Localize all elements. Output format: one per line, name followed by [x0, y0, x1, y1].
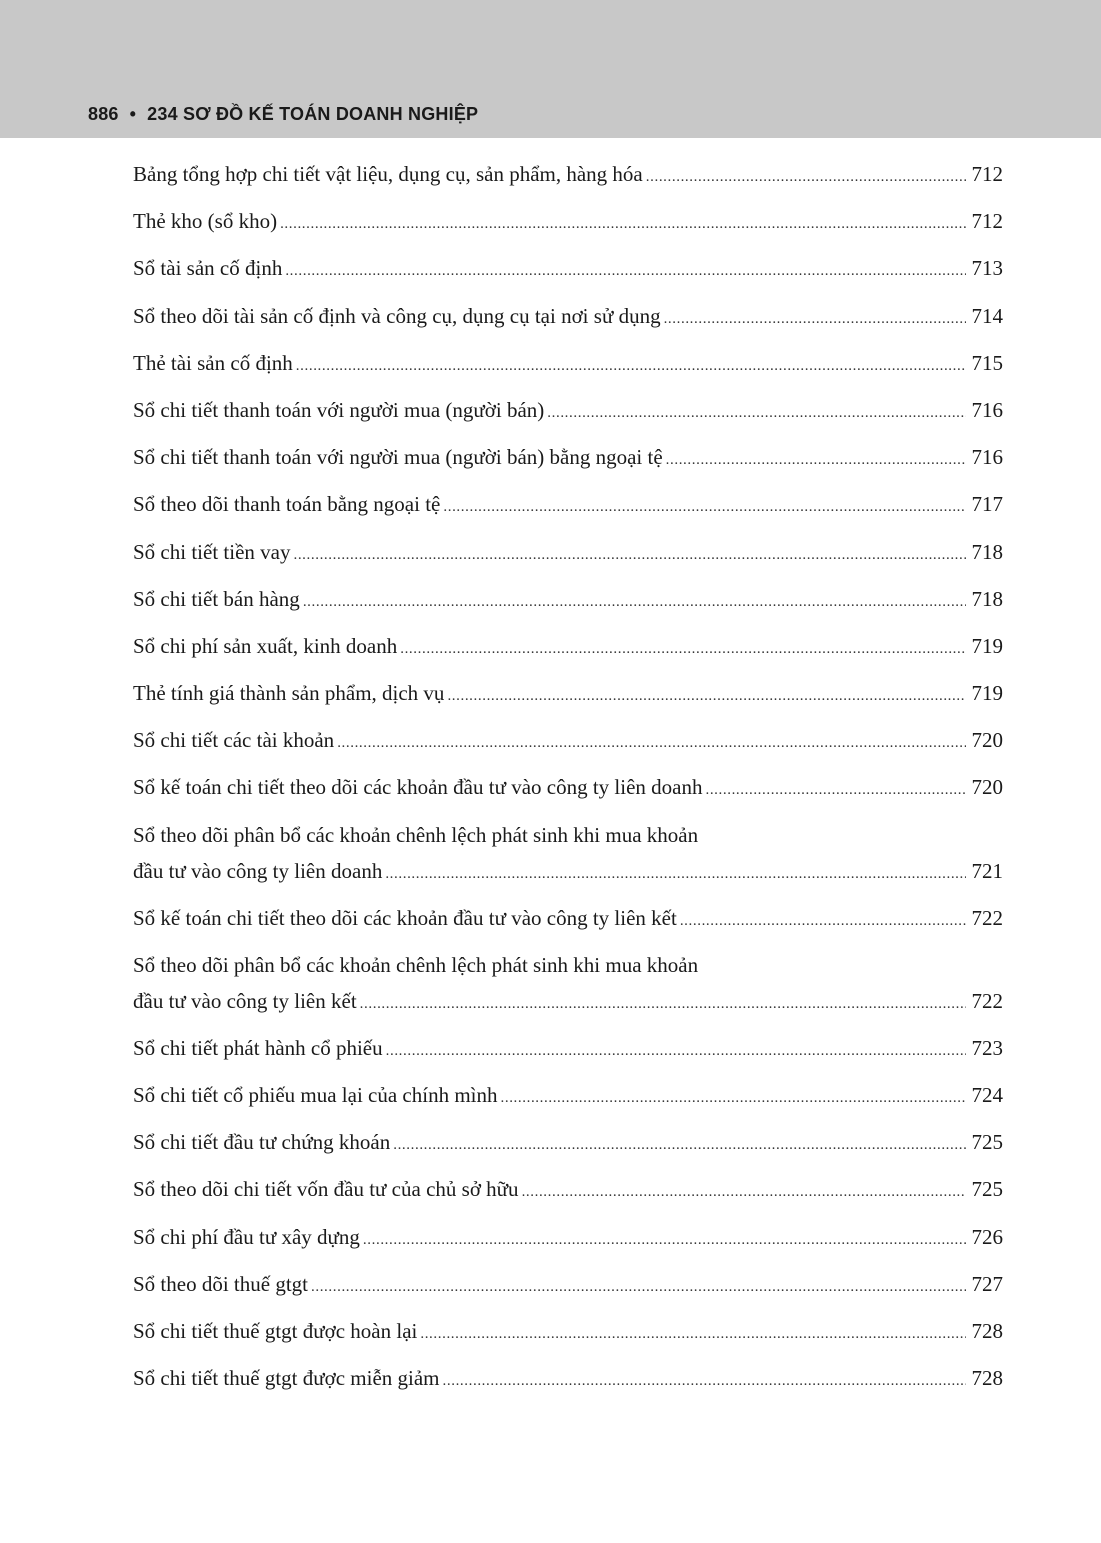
toc-entry-title: đầu tư vào công ty liên kết [133, 988, 357, 1013]
page-number: 886 [88, 104, 119, 124]
toc-entry[interactable] [133, 819, 1003, 902]
toc-entry-title: Sổ theo dõi thuế gtgt [133, 1271, 308, 1296]
toc-entry-row [133, 205, 1003, 240]
dot-leader [280, 208, 965, 240]
toc-entry-row [133, 724, 1003, 759]
dot-leader [447, 680, 965, 712]
toc-entry-row [133, 1126, 1003, 1161]
toc-entry-row [133, 300, 1003, 335]
toc-entry-title: Sổ chi tiết phát hành cổ phiếu [133, 1035, 383, 1060]
toc-entry-title-line1: Sổ theo dõi phân bổ các khoản chênh lệch phát sinh khi mua khoản [133, 952, 699, 977]
header-separator: • [129, 104, 137, 124]
toc-entry-row [133, 1173, 1003, 1208]
toc-entry[interactable] [133, 252, 1003, 299]
toc-entry-page-number: 720 [971, 775, 1003, 800]
toc-entry[interactable] [133, 1126, 1003, 1173]
toc-entry-row [133, 536, 1003, 571]
toc-entry-page-number: 714 [971, 303, 1003, 328]
toc-entry-title: Sổ chi tiết đầu tư chứng khoán [133, 1130, 391, 1155]
toc-entry-title: Sổ chi phí sản xuất, kinh doanh [133, 633, 398, 658]
dot-leader [296, 350, 966, 382]
toc-entry-page-number: 716 [971, 397, 1003, 422]
toc-entry-row [133, 252, 1003, 287]
toc-entry-row [133, 1032, 1003, 1067]
toc-entry-row [133, 1362, 1003, 1397]
toc-entry[interactable] [133, 583, 1003, 630]
toc-entry[interactable] [133, 1362, 1003, 1409]
toc-entry-row [133, 441, 1003, 476]
toc-entry-page-number: 723 [971, 1035, 1003, 1060]
toc-entry-title: Sổ chi phí đầu tư xây dựng [133, 1224, 360, 1249]
toc-entry-row [133, 677, 1003, 712]
toc-entry-row [133, 488, 1003, 523]
toc-entry[interactable] [133, 488, 1003, 535]
toc-entry[interactable] [133, 536, 1003, 583]
toc-entry[interactable] [133, 724, 1003, 771]
dot-leader [501, 1082, 966, 1114]
toc-entry-row [133, 902, 1003, 937]
toc-entry-page-number: 728 [971, 1366, 1003, 1391]
toc-entry[interactable] [133, 1221, 1003, 1268]
toc-entry-title: Sổ chi tiết thanh toán với người mua (người bán) bằng ngoại tệ [133, 445, 663, 470]
toc-entry[interactable] [133, 949, 1003, 1032]
toc-entry-title: Sổ kế toán chi tiết theo dõi các khoản đầu tư vào công ty liên doanh [133, 775, 703, 800]
toc-entry-title: Sổ chi tiết các tài khoản [133, 728, 335, 753]
toc-entry[interactable] [133, 677, 1003, 724]
dot-leader [522, 1176, 966, 1208]
dot-leader [664, 303, 966, 335]
toc-entry-row [133, 347, 1003, 382]
dot-leader [285, 255, 965, 287]
toc-entry-row [133, 985, 1003, 1020]
toc-entry-page-number: 717 [971, 492, 1003, 517]
toc-entry-page-number: 720 [971, 728, 1003, 753]
toc-entry-row [133, 1079, 1003, 1114]
toc-entry[interactable] [133, 1173, 1003, 1220]
toc-entry-page-number: 728 [971, 1318, 1003, 1343]
dot-leader [303, 586, 966, 618]
toc-entry-title: Bảng tổng hợp chi tiết vật liệu, dụng cụ, sản phẩm, hàng hóa [133, 162, 643, 186]
toc-entry-row [133, 1315, 1003, 1350]
toc-entry-page-number: 721 [971, 858, 1003, 883]
toc-entry-page-number: 712 [971, 209, 1003, 234]
toc-entry-title: Sổ theo dõi chi tiết vốn đầu tư của chủ sở hữu [133, 1177, 519, 1202]
toc-entry-title: Thẻ tài sản cố định [133, 350, 293, 375]
toc-entry-page-number: 718 [971, 539, 1003, 564]
toc-entry[interactable] [133, 902, 1003, 949]
toc-entry[interactable] [133, 205, 1003, 252]
toc-entry-title: Sổ kế toán chi tiết theo dõi các khoản đầu tư vào công ty liên kết [133, 905, 677, 930]
toc-entry-page-number: 727 [971, 1271, 1003, 1296]
toc-entry-title: Sổ chi tiết cổ phiếu mua lại của chính mình [133, 1083, 498, 1107]
toc-entry-page-number: 725 [971, 1177, 1003, 1202]
toc-entry-title-line1: Sổ theo dõi phân bổ các khoản chênh lệch phát sinh khi mua khoản [133, 822, 699, 847]
table-of-contents [133, 158, 1003, 1409]
toc-entry-page-number: 725 [971, 1130, 1003, 1155]
toc-entry[interactable] [133, 394, 1003, 441]
toc-entry-page-number: 722 [971, 905, 1003, 930]
toc-entry[interactable] [133, 441, 1003, 488]
dot-leader [646, 161, 966, 193]
toc-entry-row [133, 630, 1003, 665]
toc-entry-title: Sổ chi tiết tiền vay [133, 539, 291, 564]
toc-entry-title: Sổ theo dõi tài sản cố định và công cụ, dụng cụ tại nơi sử dụng [133, 303, 661, 328]
dot-leader [386, 1035, 966, 1067]
dot-leader [666, 444, 966, 476]
toc-entry-title: Sổ chi tiết thanh toán với người mua (người bán) [133, 397, 545, 422]
toc-entry-page-number: 726 [971, 1224, 1003, 1249]
toc-entry[interactable] [133, 300, 1003, 347]
toc-entry-page-number: 719 [971, 633, 1003, 658]
toc-entry-row [133, 771, 1003, 806]
dot-leader [360, 988, 966, 1020]
toc-entry-title: Sổ theo dõi thanh toán bằng ngoại tệ [133, 492, 441, 517]
toc-entry-row [133, 1221, 1003, 1256]
dot-leader [385, 858, 965, 890]
dot-leader [420, 1318, 965, 1350]
toc-entry[interactable] [133, 630, 1003, 677]
toc-entry-page-number: 722 [971, 988, 1003, 1013]
toc-entry-page-number: 713 [971, 256, 1003, 281]
toc-entry-title: Sổ tài sản cố định [133, 256, 283, 281]
toc-entry-row [133, 158, 1003, 193]
toc-entry[interactable] [133, 771, 1003, 818]
toc-entry-page-number: 716 [971, 445, 1003, 470]
toc-entry-title: đầu tư vào công ty liên doanh [133, 858, 383, 883]
toc-entry-page-number: 724 [971, 1083, 1003, 1107]
toc-entry-page-number: 719 [971, 681, 1003, 706]
toc-entry-row [133, 394, 1003, 429]
toc-entry-page-number: 712 [971, 162, 1003, 186]
dot-leader [547, 397, 965, 429]
dot-leader [400, 633, 965, 665]
dot-leader [363, 1224, 966, 1256]
toc-entry[interactable] [133, 1268, 1003, 1315]
running-header [88, 104, 478, 125]
toc-entry-row [133, 855, 1003, 890]
dot-leader [311, 1271, 966, 1303]
toc-entry-title: Thẻ tính giá thành sản phẩm, dịch vụ [133, 681, 445, 706]
toc-entry-title: Sổ chi tiết thuế gtgt được miễn giảm [133, 1366, 440, 1391]
dot-leader [293, 539, 965, 571]
toc-entry[interactable] [133, 158, 1003, 205]
toc-entry-title: Sổ chi tiết bán hàng [133, 586, 300, 611]
dot-leader [337, 727, 965, 759]
toc-entry[interactable] [133, 1079, 1003, 1126]
dot-leader [680, 905, 966, 937]
dot-leader [443, 491, 965, 523]
toc-entry[interactable] [133, 1032, 1003, 1079]
toc-entry-page-number: 715 [971, 350, 1003, 375]
toc-entry-row [133, 583, 1003, 618]
toc-entry-row [133, 1268, 1003, 1303]
toc-entry[interactable] [133, 347, 1003, 394]
toc-entry-page-number: 718 [971, 586, 1003, 611]
toc-entry-title: Thẻ kho (sổ kho) [133, 209, 278, 234]
dot-leader [393, 1129, 965, 1161]
dot-leader [443, 1365, 966, 1397]
toc-entry-title: Sổ chi tiết thuế gtgt được hoàn lại [133, 1318, 418, 1343]
toc-entry[interactable] [133, 1315, 1003, 1362]
book-title: 234 SƠ ĐỒ KẾ TOÁN DOANH NGHIỆP [147, 104, 479, 124]
dot-leader [705, 774, 965, 806]
